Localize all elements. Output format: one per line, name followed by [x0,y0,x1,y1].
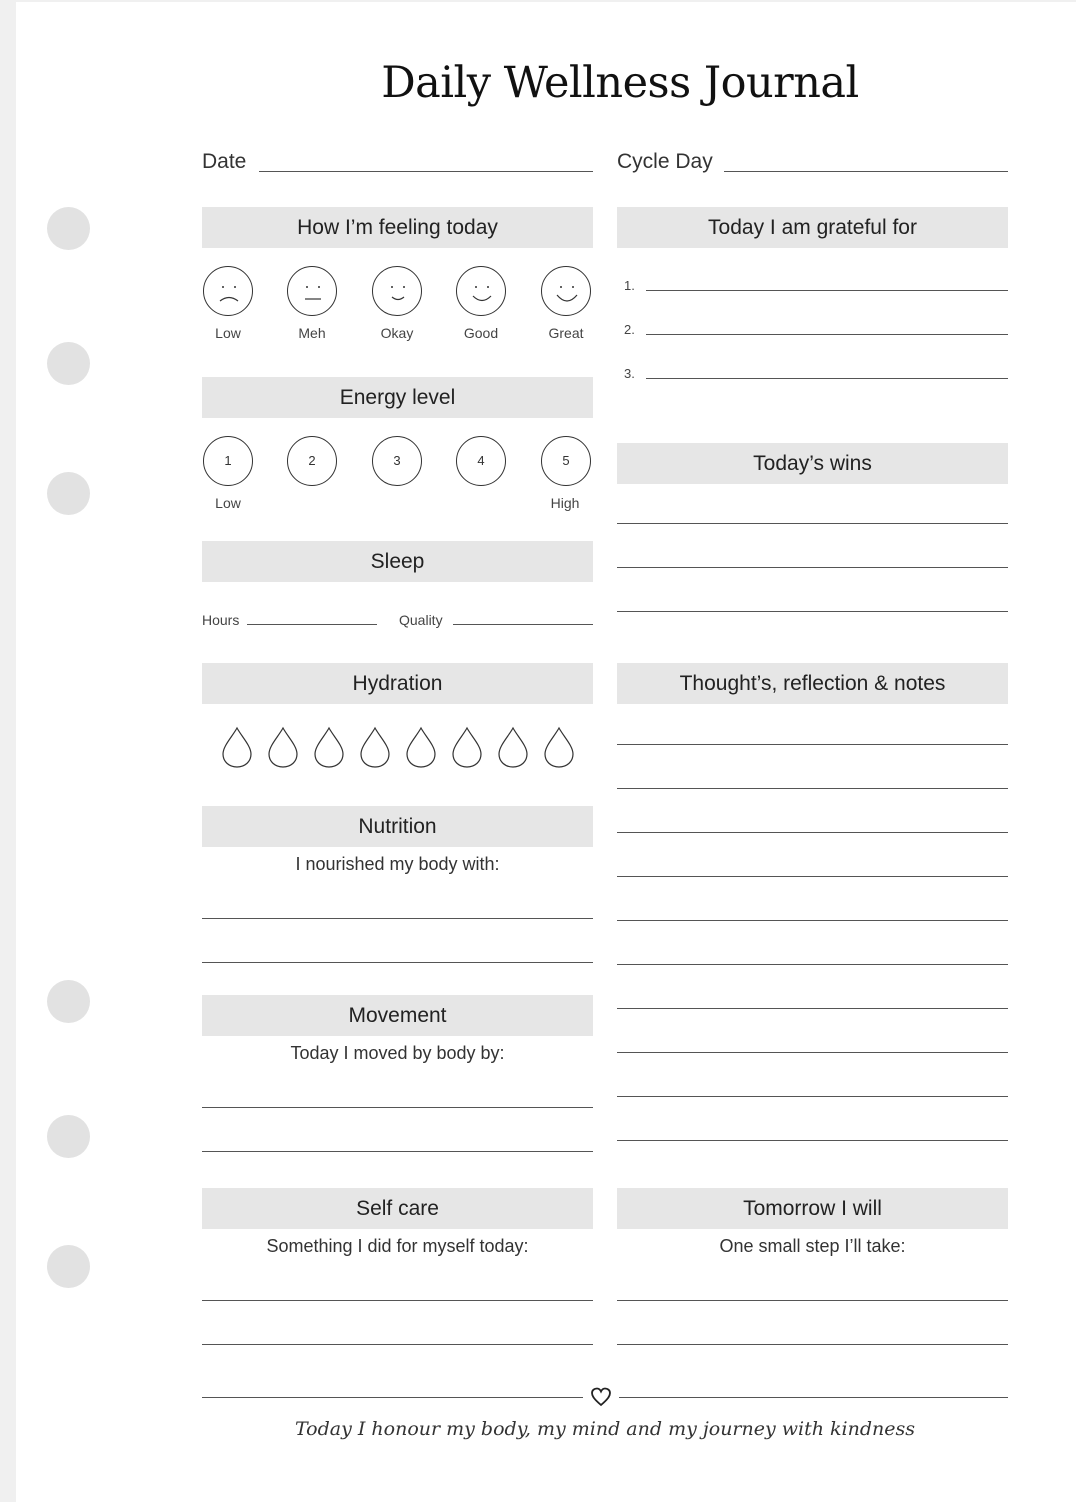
movement-line[interactable] [202,1107,593,1108]
notes-line[interactable] [617,964,1008,965]
wins-line[interactable] [617,523,1008,524]
footer-divider-right [619,1397,1008,1398]
notes-line[interactable] [617,1052,1008,1053]
energy-header: Energy level [202,377,593,418]
notes-line[interactable] [617,744,1008,745]
mood-caption: Low [215,325,241,341]
mood-great-option[interactable] [541,266,591,316]
water-drop-icon[interactable] [267,726,299,768]
mood-caption: Great [548,325,584,341]
energy-level-number: 2 [308,453,316,468]
grateful-item-line[interactable] [646,378,1008,379]
notes-line[interactable] [617,1140,1008,1141]
face-great-icon [542,267,592,317]
heart-icon [590,1386,612,1408]
feeling-header: How I’m feeling today [202,207,593,248]
water-drop-icon[interactable] [359,726,391,768]
energy-level-2[interactable] [287,436,337,486]
mood-good-option[interactable] [456,266,506,316]
cycle-day-label: Cycle Day [617,150,713,173]
binder-hole [47,980,90,1023]
binder-hole [47,207,90,250]
nutrition-prompt: I nourished my body with: [295,854,500,874]
selfcare-prompt: Something I did for myself today: [266,1236,529,1256]
grateful-item-number: 3. [624,366,635,381]
movement-line[interactable] [202,1151,593,1152]
tomorrow-header: Tomorrow I will [617,1188,1008,1229]
energy-level-5[interactable] [541,436,591,486]
face-good-icon [457,267,507,317]
energy-level-1[interactable] [203,436,253,486]
nutrition-line[interactable] [202,962,593,963]
cycle-day-line[interactable] [724,171,1008,172]
sleep-quality-label: Quality [399,612,443,628]
binder-hole [47,342,90,385]
energy-level-4[interactable] [456,436,506,486]
nutrition-header: Nutrition [202,806,593,847]
grateful-item-line[interactable] [646,290,1008,291]
selfcare-header: Self care [202,1188,593,1229]
mood-caption: Okay [380,325,414,341]
footer-divider-left [202,1397,583,1398]
grateful-item-number: 2. [624,322,635,337]
hydration-header: Hydration [202,663,593,704]
tomorrow-prompt: One small step I’ll take: [719,1236,906,1256]
mood-okay-option[interactable] [372,266,422,316]
face-meh-icon [288,267,338,317]
face-okay-icon [373,267,423,317]
sleep-header: Sleep [202,541,593,582]
notes-line[interactable] [617,876,1008,877]
footer-motto: Today I honour my body, my mind and my journey with kindness [294,1418,915,1440]
sleep-hours-line[interactable] [247,624,377,625]
selfcare-line[interactable] [202,1300,593,1301]
notes-line[interactable] [617,788,1008,789]
grateful-item-number: 1. [624,278,635,293]
wins-header: Today’s wins [617,443,1008,484]
grateful-item-line[interactable] [646,334,1008,335]
water-drop-icon[interactable] [543,726,575,768]
water-drop-icon[interactable] [451,726,483,768]
water-drop-icon[interactable] [497,726,529,768]
notes-line[interactable] [617,920,1008,921]
energy-level-number: 3 [393,453,401,468]
binder-hole [47,1245,90,1288]
notes-line[interactable] [617,1008,1008,1009]
selfcare-line[interactable] [202,1344,593,1345]
energy-level-number: 5 [562,453,570,468]
binder-hole [47,1115,90,1158]
wins-line[interactable] [617,611,1008,612]
date-label: Date [202,150,247,173]
mood-caption: Meh [298,325,326,341]
movement-prompt: Today I moved by body by: [290,1043,505,1063]
energy-level-number: 4 [477,453,485,468]
energy-level-3[interactable] [372,436,422,486]
nutrition-line[interactable] [202,918,593,919]
mood-meh-option[interactable] [287,266,337,316]
energy-high-label: High [550,495,580,511]
notes-line[interactable] [617,1096,1008,1097]
energy-low-label: Low [215,495,241,511]
movement-header: Movement [202,995,593,1036]
wins-line[interactable] [617,567,1008,568]
water-drop-icon[interactable] [221,726,253,768]
mood-low-option[interactable] [203,266,253,316]
sleep-quality-line[interactable] [453,624,593,625]
date-line[interactable] [259,171,593,172]
tomorrow-line[interactable] [617,1344,1008,1345]
notes-header: Thought’s, reflection & notes [617,663,1008,704]
water-drop-icon[interactable] [405,726,437,768]
page-title: Daily Wellness Journal [381,58,859,108]
sleep-hours-label: Hours [202,612,240,628]
energy-level-number: 1 [224,453,232,468]
tomorrow-line[interactable] [617,1300,1008,1301]
binder-hole [47,472,90,515]
notes-line[interactable] [617,832,1008,833]
grateful-header: Today I am grateful for [617,207,1008,248]
face-low-icon [204,267,254,317]
water-drop-icon[interactable] [313,726,345,768]
mood-caption: Good [463,325,499,341]
